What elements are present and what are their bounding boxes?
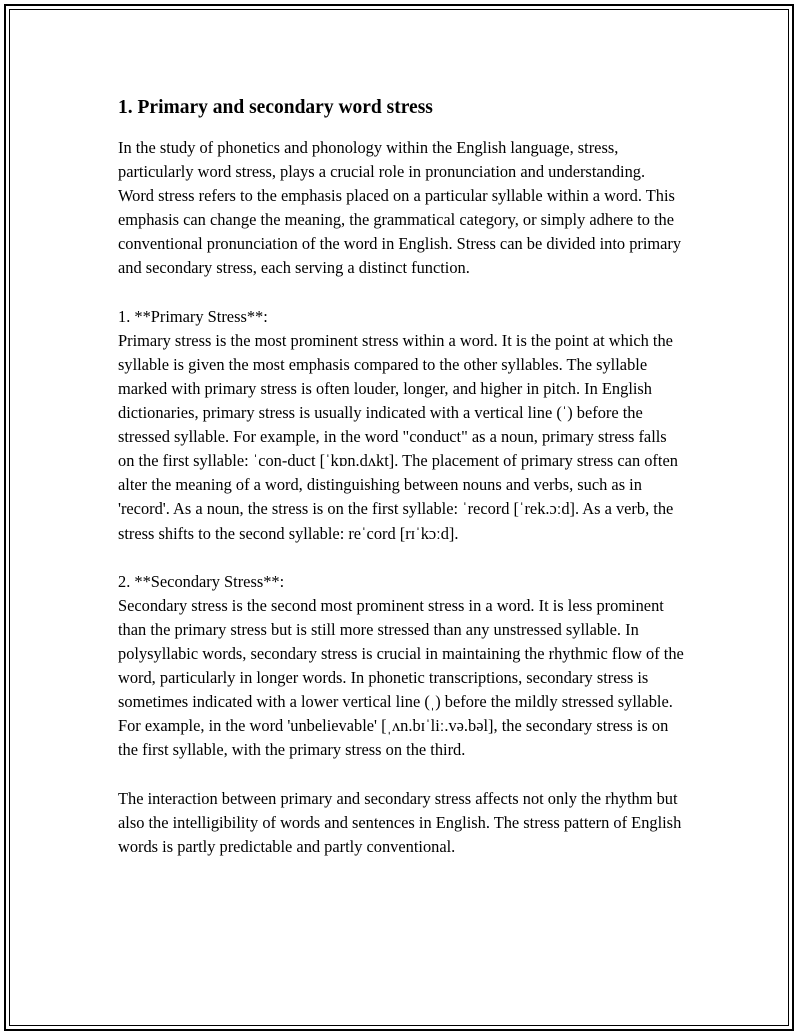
primary-stress-section (118, 305, 684, 546)
secondary-stress-body: Secondary stress is the second most prominent stress in a word. It is less prominent than the primary stress but is still more stressed than any unstressed syllable. In polysyllabic words, secondary stress is crucial in maintaining the rhythmic flow of the word, particularly in longer words. In phonetic transcriptions, secondary stress is sometimes indicated with a lower vertical line (ˌ) before the mildly stressed syllable. For example, in the word 'unbelievable' [ˌʌn.bɪˈliː.və.bəl], the secondary stress is on the first syllable, with the primary stress on the third. (118, 595, 684, 760)
secondary-stress-section (118, 570, 684, 763)
intro-paragraph: In the study of phonetics and phonology within the English language, stress, particularly word stress, plays a crucial role in pronunciation and understanding. Word stress refers to the emphasis placed on a particular syllable within a word. This emphasis can change the meaning, the grammatical category, or simply adhere to the conventional pronunciation of the word in English. Stress can be divided into primary and secondary stress, each serving a distinct function. (118, 138, 682, 278)
primary-stress-title: 1. **Primary Stress**: (118, 306, 268, 326)
section-heading: 1. Primary and secondary word stress (118, 97, 433, 118)
document-body (118, 96, 684, 859)
conclusion-paragraph: The interaction between primary and secondary stress affects not only the rhythm but also the intelligibility of words and sentences in English. The stress pattern of English words is partly predictable and partly conventional. (118, 788, 682, 856)
primary-stress-body: Primary stress is the most prominent stress within a word. It is the point at which the syllable is given the most emphasis compared to the other syllables. The syllable marked with primary stress is often louder, longer, and higher in pitch. In English dictionaries, primary stress is usually indicated with a vertical line (ˈ) before the stressed syllable. For example, in the word "conduct" as a noun, primary stress falls on the first syllable: ˈcon-duct [ˈkɒn.dʌkt]. The placement of primary stress can often alter the meaning of a word, distinguishing between nouns and verbs, such as in 'record'. As a noun, the stress is on the first syllable: ˈrecord [ˈrek.ɔːd]. As a verb, the stress shifts to the second syllable: reˈcord [rɪˈkɔːd]. (118, 330, 678, 543)
secondary-stress-title: 2. **Secondary Stress**: (118, 571, 285, 591)
